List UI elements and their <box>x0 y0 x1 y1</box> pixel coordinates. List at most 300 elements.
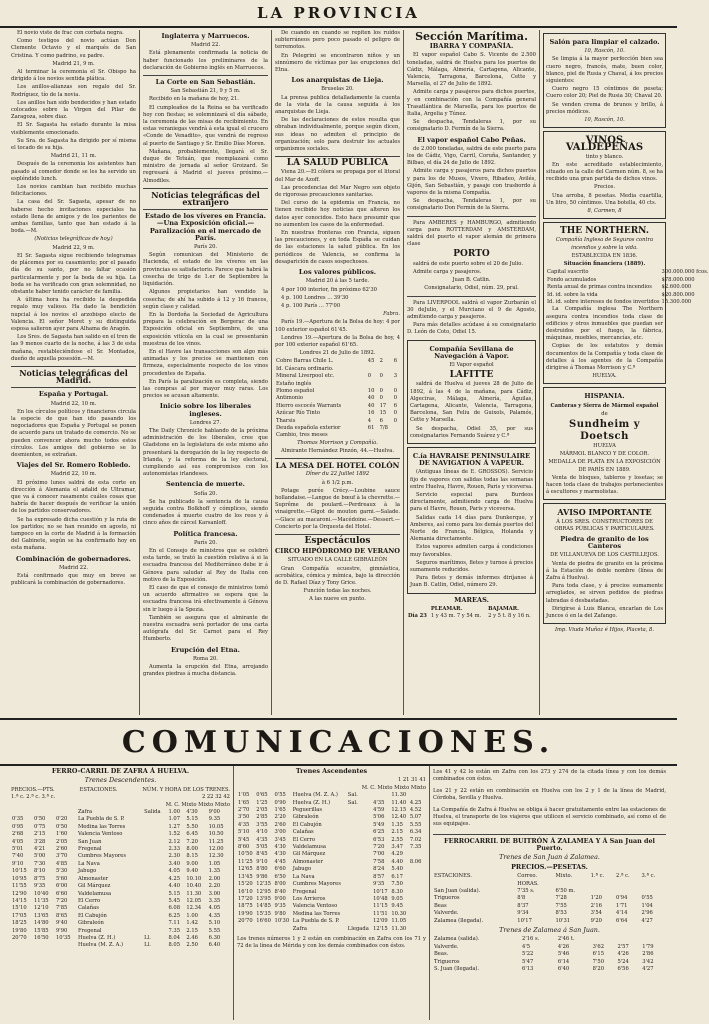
table-cell: 12'10 <box>33 905 49 912</box>
table-cell <box>424 851 426 858</box>
table-cell: 0'94 <box>616 895 628 902</box>
ad-text: La Compañía inglesa The Northern asegura contra incendios toda clase de edificios y otros inmuebles que puedan ser destruidos por el fuego, la fábrica, máquinas, muebles, mercancías, etc. <box>546 306 663 342</box>
table-cell: 7'20 <box>55 897 68 904</box>
table-row <box>433 888 666 895</box>
table-cell: 11'15 <box>373 903 388 910</box>
table-cell <box>409 911 424 918</box>
table-cell: Jabugo <box>77 868 97 875</box>
table-cell: 2'05 <box>55 838 68 845</box>
table-cell: Llegada <box>347 925 369 932</box>
table-row <box>11 913 230 920</box>
railway-subtitle: Trenes Ascendentes <box>295 767 368 775</box>
table-cell: 3 <box>393 373 398 380</box>
table-cell: 6'40 <box>557 966 570 973</box>
table-cell <box>143 861 167 868</box>
table-cell: 10'17 <box>373 888 388 895</box>
table-cell: Gil Márquez <box>292 851 326 858</box>
table-cell: 9.35 <box>208 816 221 823</box>
article-heading: Compañía Sevillana de Navegación á Vapor. <box>429 344 514 360</box>
table-cell: Almonaster <box>77 875 109 882</box>
shipping-ad-sevillana <box>407 340 536 444</box>
price-row <box>275 425 400 432</box>
table-cell: 1.52 <box>168 831 181 838</box>
table-cell: 9'40 <box>55 920 68 927</box>
table-cell: 2'57 <box>617 943 629 950</box>
table-cell: 4'45 <box>274 858 286 865</box>
table-cell: Huelva (M. Z. A.) <box>292 792 338 799</box>
table-cell: El Cabujón <box>77 912 107 919</box>
table-cell <box>143 868 167 875</box>
table-cell <box>143 891 167 898</box>
article-heading: Inicio sobre los liberales ingleses. <box>159 402 252 418</box>
financial-row <box>546 277 709 284</box>
address: Consignatario, Odiel, núm. 29, pral. <box>424 285 519 292</box>
table-cell: 2'70 <box>238 807 250 814</box>
table-cell: 11.30 <box>391 925 407 932</box>
table-row <box>433 910 666 917</box>
table-cell <box>347 851 372 858</box>
ad-heading: AVISO IMPORTANTE <box>557 507 652 518</box>
ad-address: 8, Carmen, 8 <box>587 208 622 215</box>
table-cell: La Puebla de S. P. <box>77 816 125 823</box>
table-row <box>11 809 230 816</box>
table-cell: 4'26 <box>557 943 570 950</box>
table-cell: 5'24 <box>617 958 629 965</box>
article-heading: Sentencia de muerte. <box>166 480 245 489</box>
article-text: También se asegura que el almirante de nuestra escuadra será portador de una carta autógrafa del Sr. Carnot para el Rey Humberto. <box>143 614 268 643</box>
price-row <box>275 381 400 388</box>
masthead <box>0 0 677 28</box>
table-cell: Id. Cáscara ordinario. <box>276 365 334 372</box>
table-cell: Id. id. sobre intereses de fondos invertidos <box>547 298 660 305</box>
table-cell: 11'25 <box>238 858 253 865</box>
table-cell: 5'30 <box>55 868 68 875</box>
column-4 <box>404 30 540 715</box>
section-heading: LA MESA DEL HOTEL COLÓN <box>275 461 400 471</box>
table-cell: 40 <box>367 395 375 402</box>
table-cell: 9.05 <box>391 895 403 902</box>
tides-heading: MAREAS. <box>454 595 489 604</box>
table-cell: 5.07 <box>409 814 422 821</box>
table-cell: 0'50 <box>33 816 46 823</box>
table-cell: Zafra <box>292 925 307 932</box>
table-cell: 0 <box>379 395 383 402</box>
ascending-timetable <box>237 792 426 933</box>
column-2 <box>140 30 272 715</box>
table-cell: 4.29 <box>391 851 403 858</box>
table-cell <box>143 913 167 920</box>
table-cell <box>347 822 372 829</box>
article-text: Recibido en la mañana de hoy, 21. <box>149 96 239 103</box>
article-heading: Política francesa. <box>173 529 238 538</box>
article-heading: Los anarquistas de Lieja. <box>291 76 384 85</box>
table-cell: 7'50 <box>592 958 604 965</box>
granite-ad <box>543 503 666 624</box>
table-cell: 8.05 <box>168 942 181 949</box>
table-cell <box>424 829 426 836</box>
table-cell: 300.000.000 fcos. <box>661 269 709 276</box>
table-cell: 15'20 <box>238 881 253 888</box>
table-cell: 18'75 <box>238 903 253 910</box>
section-heading: Espectáculos <box>304 536 371 547</box>
ad-text: MEDALLA DE PLATA EN LA EXPOSICIÓN DE PARÍS EN 1889. <box>548 459 661 473</box>
ad-text: Venta de piedra de granito en la próxima á la Estación de doble nombre (línea de Zafra á Huelva). <box>546 560 663 581</box>
table-cell <box>11 809 33 816</box>
table-cell <box>347 837 372 844</box>
price-row <box>275 418 400 425</box>
table-cell: 9'80 <box>274 910 286 917</box>
ad-text: Copias de los estatutos y demás documentos de la Compañía y toda clase de detalles á los agentes de la Compañía dirigirse á Thomas Morrison y C.ª <box>546 343 663 371</box>
dateline: Madrid 22. <box>190 42 221 49</box>
dateline: Londres 27. <box>189 419 222 426</box>
table-cell <box>347 896 372 903</box>
ad-text: de <box>601 410 608 417</box>
dateline: Londres 21 de Julio de 1892. <box>299 350 376 357</box>
ad-text: Precios. <box>593 184 616 191</box>
article-heading: Viajes del Sr. Romero Robledo. <box>16 461 131 470</box>
table-cell: 5'60 <box>55 875 68 882</box>
table-cell: 9'90 <box>55 927 68 934</box>
article-heading: C.ía HAVRAISE PENINSULAIRE DE NAVIGATION Á VAPEUR. <box>412 451 531 468</box>
table-cell: 2'85 <box>256 814 268 821</box>
table-cell: Trigueros <box>434 895 460 902</box>
railway-descending <box>8 766 234 1020</box>
header-train-types: M. C. Mixto Mixto Mixto <box>361 784 426 791</box>
table-cell <box>143 928 167 935</box>
price-row <box>275 410 400 417</box>
table-cell: 3'62 <box>592 943 604 950</box>
col-head: ESTACIONES. <box>434 873 472 880</box>
article-text: Admite carga y pasajeros. <box>413 268 482 275</box>
table-cell: 5'00 <box>33 853 46 860</box>
price-row <box>275 358 400 365</box>
table-cell <box>347 814 372 821</box>
table-row <box>433 895 666 902</box>
table-cell: 2'46 t. <box>557 936 575 943</box>
table-cell: 2.46 <box>186 934 198 941</box>
section-heading: Noticias telegráficas del extranjero <box>151 189 260 208</box>
news-columns <box>8 30 709 715</box>
table-cell <box>424 889 426 896</box>
tides-table <box>407 606 536 621</box>
table-cell: Tharsis <box>276 417 296 424</box>
article-text: (Antiguas líneas de E. GROSSOS). Servicio fijo de vapores con salidas todas las semanas entre Huelva, Havre, Rouen, Paris y viceversa. <box>410 469 533 490</box>
table-cell: 4'27 <box>642 966 654 973</box>
table-cell: 8'10 <box>33 868 46 875</box>
ad-heading: THE NORTHERN. <box>560 226 649 237</box>
table-cell: 6'00 <box>55 883 68 890</box>
column-1 <box>8 30 140 715</box>
table-cell: 0'95 <box>12 823 24 830</box>
table-row <box>11 883 230 890</box>
article-heading: Estado de los víveres en Francia.—Una Exposición oficial.—Paralización en el mercado de París. <box>145 212 266 242</box>
table-cell: 1.35 <box>391 821 403 828</box>
table-cell: 4'30 <box>274 851 286 858</box>
table-row <box>237 874 426 881</box>
table-cell: 4'27 <box>641 917 653 924</box>
article-heading: España y Portugal. <box>38 390 109 399</box>
table-cell: 0'65 <box>256 792 268 799</box>
article-text: Función todas las noches. <box>303 588 372 595</box>
table-cell: 2.30 <box>168 853 181 860</box>
table-cell: 1'04 <box>641 902 653 909</box>
table-cell: Huelva (Z. H.) <box>77 934 116 941</box>
table-cell: 17 <box>379 402 387 409</box>
article-text: Los novios cambian han recibido muchas felicitaciones. <box>11 184 136 198</box>
table-cell: 6'50 <box>274 873 286 880</box>
table-row <box>433 951 666 958</box>
header-train-types: M. C. Mixto Mixto Mixto <box>165 801 230 808</box>
article-text: En los círculos políticos y financieros circula la especie de que han ido pasando los negociadores que España y Portugal se ponen de acuerdo para un tratado de comercio. No se pueden convencer ahora mucho todos estos círculos. Los amigos del gobierno se lo desmienten, se extrañan. <box>11 408 136 458</box>
divider <box>11 366 136 367</box>
article-text: Para AMBERES y HAMBURGO, admitiendo carga para ROTTERDAM y AMSTERDAM, saldrá del puerto el vapor alemán de primera clase <box>407 219 536 248</box>
railway-subtitle: Trenes Descendentes. <box>84 776 157 785</box>
table-cell: 5.55 <box>208 927 221 934</box>
table-cell: 10'35 <box>55 934 71 941</box>
table-cell: 2'68 <box>12 831 24 838</box>
article-text: París 19.—Apertura de la Bolsa de hoy: 4 por 100 exterior español 61'45. <box>275 319 400 333</box>
article-heading: El vapor español Cabo Peñas. <box>417 135 526 144</box>
table-cell: 0'55 <box>274 792 286 799</box>
article-text: El próximo lunes saldrá de esta corte en dirección á Alemania el adalid de Ultramar, que va á conocer rasamente cuáles cosas que habría de hacer después de verificar la unión de los partidos conservadores. <box>11 479 136 515</box>
table-row <box>237 918 426 925</box>
table-cell <box>379 432 393 439</box>
table-cell: S. Juan (llegada). <box>434 966 480 973</box>
col-subhead <box>433 881 516 888</box>
table-cell: 7'00 <box>373 851 385 858</box>
table-cell <box>424 881 426 888</box>
col-head: Mixto. <box>555 873 573 880</box>
table-row <box>237 911 426 918</box>
table-cell: 4'35 <box>256 836 268 843</box>
table-cell: 8'20 <box>592 966 604 973</box>
column-5 <box>540 30 709 715</box>
table-cell: La Nava <box>292 873 315 880</box>
table-cell: 5.45 <box>168 897 181 904</box>
table-cell: Gil Márquez <box>77 883 111 890</box>
table-cell: 6.25 <box>168 912 181 919</box>
dateline: París 20. <box>193 539 218 546</box>
table-cell: Almonaster <box>292 858 323 865</box>
ad-text: MÁRMOL BLANCO Y DE COLOR. <box>559 451 650 458</box>
table-cell: 2'05 <box>256 807 268 814</box>
table-cell: 4'30 <box>274 844 286 851</box>
table-cell <box>143 831 167 838</box>
table-cell: 7.35 <box>409 844 422 851</box>
table-row <box>11 928 230 935</box>
table-cell: 1'60 <box>55 831 68 838</box>
table-cell: 14'15 <box>12 897 27 904</box>
ad-text: Para toda clase, y á precios sumamente arreglados, se sirven pedidos de piedras labradas ó desbastadas. <box>546 583 663 604</box>
table-cell: 4'30 <box>186 809 198 816</box>
quote-line: 4 p. 100 París ... 77'00 <box>281 302 341 309</box>
table-cell <box>590 888 615 895</box>
table-cell: 9'35 <box>373 881 385 888</box>
table-cell: 12'15 <box>373 925 388 932</box>
table-cell <box>347 866 372 873</box>
tides-row: 1 y 43 m. 7 y 54 m. <box>430 613 482 620</box>
table-cell: 15'35 <box>256 910 271 917</box>
article-heading: CIRCO HIPÓDROMO DE VERANO <box>275 547 400 556</box>
table-cell <box>393 425 400 432</box>
subheading: SITUADO EN LA CALLE GIBRALEÓN <box>287 557 388 564</box>
table-cell: Valencia Ventoso <box>292 903 338 910</box>
table-cell: Zalamea (salida). <box>434 936 480 943</box>
table-row <box>11 861 230 868</box>
ad-text: DE VILLANUEVA DE LOS CASTILLEJOS. <box>550 552 659 559</box>
table-cell: 7/8 <box>379 424 388 431</box>
table-cell: 12.15 <box>391 807 407 814</box>
article-text: Aumenta la erupción del Etna, arrojando grandes piedras á mucha distancia. <box>143 664 268 678</box>
article-text: Seguros marítimos, fletes y turnos á precios sumamente reducidos. <box>410 559 533 573</box>
table-cell: 5'05 <box>256 844 268 851</box>
price-row <box>275 432 400 439</box>
article-text: De cuando en cuando se repiten los ruidos subterráneos pero poco pasado el peligro de terremotos. <box>275 30 400 51</box>
table-cell: 4.40 <box>391 858 403 865</box>
table-cell: 13'65 <box>33 912 49 919</box>
article-text: Mañana, probablemente, llegará el Sr. duque de Tetuán, que reemplazará como ministro de jornada al señor Groizard. Se regresará á Madrid el jueves próximo.—Almodiles. <box>143 148 268 184</box>
dateline: Madrid 22. <box>58 564 89 571</box>
table-cell <box>641 888 667 895</box>
price-row <box>275 388 400 395</box>
table-row <box>433 959 666 966</box>
table-row <box>11 891 230 898</box>
table-cell: 5'47 <box>522 958 534 965</box>
table-cell: 10'50 <box>238 851 253 858</box>
table-row <box>433 936 666 943</box>
article-text: Servicio especial para Burdeos directamente, admitiendo carga de Huelva para el Havre, Rouen, Paris y viceversa. <box>410 491 533 513</box>
table-cell: 0 <box>393 387 398 394</box>
ad-address: 10, Rascón, 10. <box>584 48 625 55</box>
table-cell: 6'53 <box>373 836 385 843</box>
table-cell: 6.34 <box>409 829 422 836</box>
article-text: En el Havre las transacciones son algo más animadas y los precios se mantienen con firmeza, especialmente respecto de los vinos procedentes de España. <box>143 348 268 377</box>
table-cell: 5.55 <box>409 821 422 828</box>
table-cell: 15'10 <box>12 905 27 912</box>
table-cell: Valdelamusa <box>292 844 326 851</box>
table-row <box>11 942 230 949</box>
table-cell: Jabugo <box>292 866 312 873</box>
table-cell: 5.10 <box>208 920 221 927</box>
address: Almirante Hernández Pinzón, 44.—Huelva. <box>280 448 394 454</box>
table-cell: 4'10 <box>256 829 268 836</box>
table-cell: Gibraleón <box>292 814 319 821</box>
agency-signature: Fabra. <box>383 311 400 318</box>
newspaper-title: LA PROVINCIA <box>257 4 420 22</box>
table-row <box>11 905 230 912</box>
wine-ad <box>543 131 666 219</box>
table-cell <box>143 898 167 905</box>
table-cell: Deuda española exterior <box>276 424 341 431</box>
table-cell: 4'59 <box>373 807 385 814</box>
table-cell: 6'56 <box>617 966 629 973</box>
table-row <box>11 824 230 831</box>
metals-price-table <box>275 358 400 439</box>
table-cell <box>424 859 426 866</box>
table-cell: 2.33 <box>168 846 181 853</box>
ad-heading: VINOS VALDEPEÑAS <box>565 135 644 154</box>
table-cell: Salida <box>144 809 161 816</box>
table-cell: 9'34 <box>517 910 529 917</box>
table-cell <box>55 942 77 949</box>
table-cell: 4'35 <box>238 821 250 828</box>
table-cell <box>33 942 55 949</box>
table-cell: 3'42 <box>642 958 654 965</box>
table-cell: Medina las Torres <box>77 823 126 830</box>
table-cell: 1.05 <box>208 860 221 867</box>
table-cell: 9'35 <box>33 883 46 890</box>
table-cell: 13'95 <box>256 895 271 902</box>
table-cell: 2'60 <box>274 821 286 828</box>
ad-text: Una arroba, 8 pesetas. Media cuartilla, Un litro, 50 céntimos. Una botella, 40 cts. <box>546 192 663 206</box>
article-text: Para más detalles acúdase á su consignatario D. León de Coto, Odiel 15. <box>407 322 536 336</box>
table-cell: 12'95 <box>256 888 271 895</box>
table-cell: San Juan <box>77 838 102 845</box>
table-cell: 8'45 <box>256 851 268 858</box>
table-cell: 2.12 <box>168 838 181 845</box>
table-cell <box>409 792 424 799</box>
table-cell <box>424 844 426 851</box>
table-cell: 12.05 <box>186 897 202 904</box>
table-cell: Huelva (M. Z. A.) <box>77 942 124 949</box>
table-cell: 12'90 <box>12 890 27 897</box>
shoeshine-ad <box>543 33 666 128</box>
table-row <box>433 966 666 973</box>
table-cell <box>409 889 424 896</box>
table-cell: 13'45 <box>238 873 253 880</box>
table-cell: 11.30 <box>391 792 407 799</box>
table-cell <box>347 903 372 910</box>
article-text: Algunos propietarios han vendido la cosecha; de ahí ha subido á 12 y 16 francos, según clase y calidad. <box>143 289 268 310</box>
table-cell: 6 <box>393 358 398 365</box>
table-cell: 4'85 <box>55 860 68 867</box>
table-cell: 8'37 <box>517 902 529 909</box>
table-cell: 0'90 <box>274 799 286 806</box>
table-row <box>237 822 426 829</box>
table-cell <box>424 926 426 933</box>
table-cell: 2.20 <box>208 883 221 890</box>
table-cell: 11'35 <box>33 897 49 904</box>
table-row <box>11 876 230 883</box>
header-stations: ESTACIONES. <box>79 786 118 793</box>
col-head: 2.ª c. <box>616 873 630 880</box>
article-text: Estos vapores admiten carga á condiciones muy favorables. <box>410 544 533 558</box>
table-cell: 6'60 <box>55 890 68 897</box>
table-cell: 9'35 <box>274 903 286 910</box>
ad-text: En este acreditado establecimiento, situado en la calle del Carmen núm. 8, se ha recibido una gran partida de dichos vinos. <box>546 161 663 183</box>
table-row <box>11 920 230 927</box>
table-cell: 11.05 <box>391 918 407 925</box>
table-cell <box>409 926 424 933</box>
article-text: Se despacha, Tendaleras 1, por su consignatario D. Fermín de la Sierra. <box>407 119 536 133</box>
header-classes: 1.ª c. 2.ª c. 3.ª c. <box>11 794 56 801</box>
table-cell: 14'85 <box>256 903 271 910</box>
table-cell: 7'58 <box>373 858 385 865</box>
table-cell: 0'20 <box>55 816 68 823</box>
article-heading: Los valores públicos. <box>298 268 377 277</box>
table-cell: 2'16 <box>590 902 602 909</box>
table-cell: 4.05 <box>208 905 221 912</box>
dateline: París 20. <box>193 244 218 251</box>
article-text: Su Sra. de Sagasta ha dirigido por sí misma el tocado de su hija. <box>11 137 136 152</box>
table-cell: Antimonio <box>276 395 303 402</box>
table-cell: 8.30 <box>391 888 403 895</box>
table-cell: 1.27 <box>168 823 181 830</box>
table-cell: 19'90 <box>238 910 253 917</box>
article-text: En Pelegrini se encontraron niños y un sinnúmero de víctimas por las erupciones del Etna. <box>275 52 400 74</box>
table-row <box>11 816 230 823</box>
table-cell: San Juan (salida). <box>434 888 481 894</box>
